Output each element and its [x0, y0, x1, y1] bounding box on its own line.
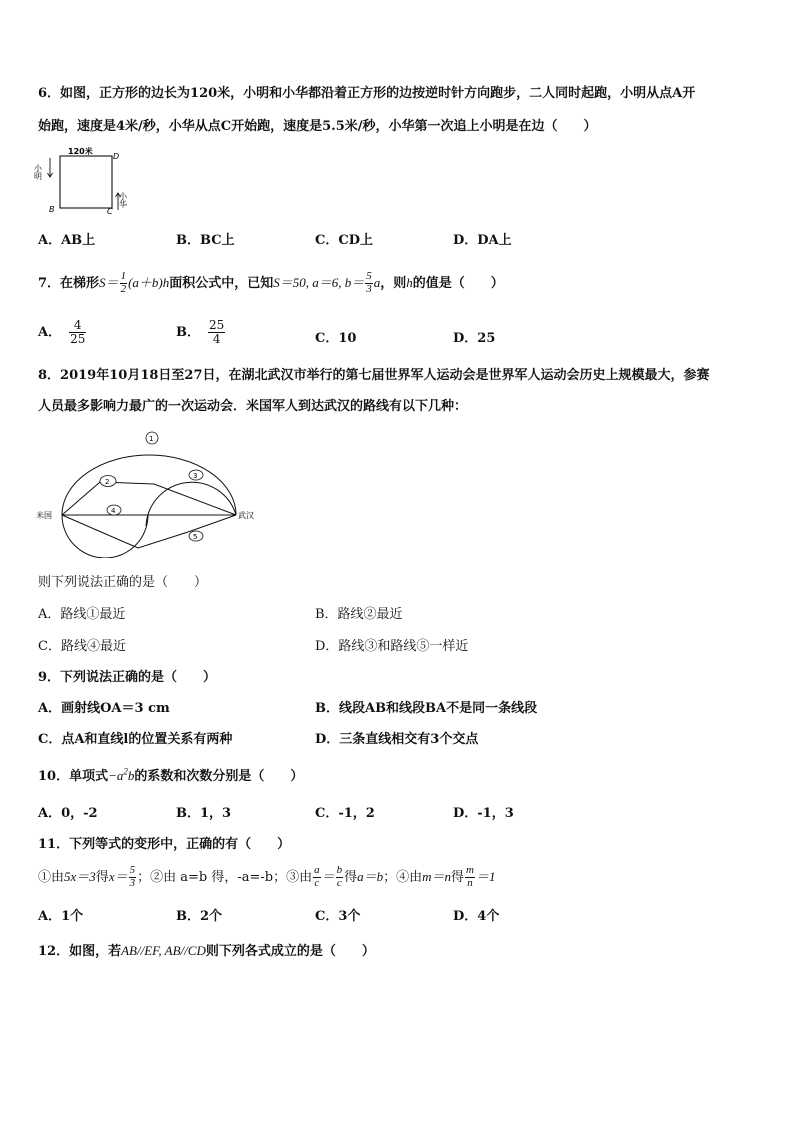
q12-stem: 12．如图，若AB//EF, AB//CD则下列各式成立的是（ ）: [38, 943, 375, 959]
q7-stem: 7．在梯形S＝ $\frac{1}{2}$ (a＋b)h面积公式中，已知S＝50, a＝6, b＝ $\frac{5}{3}$ a，则h的值是（ ）: [38, 270, 504, 295]
wuhan-label: 武汉: [238, 511, 254, 520]
q9-option-c: C．点A和直线l的位置关系有两种: [38, 732, 233, 747]
square-track-figure: [34, 144, 134, 216]
route-1-arc: [62, 455, 236, 515]
q6-option-b: B．BC上: [176, 233, 235, 248]
q10-option-d: D．-1，3: [453, 806, 514, 821]
q11-option-b: B．2个: [176, 909, 223, 924]
q8-stem: 则下列说法正确的是（ ）: [38, 575, 208, 590]
q9-option-d: D．三条直线相交有3个交点: [315, 732, 479, 747]
square-track: [60, 156, 112, 208]
q11-option-d: D．4个: [453, 909, 500, 924]
q9-option-a: A．画射线OA＝3 cm: [38, 701, 170, 716]
q8-line2: 人员最多影响力最广的一次运动会．米国军人到达武汉的路线有以下几种：: [38, 399, 468, 414]
q8-option-b: B．路线②最近: [315, 607, 403, 622]
q6-option-a: A．AB上: [38, 233, 96, 248]
q6-line1: 6．如图，正方形的边长为120米，小明和小华都沿着正方形的边按逆时针方向跑步，二人同时起跑，小明从点A开: [38, 86, 696, 101]
q10-option-a: A．0，-2: [38, 806, 98, 821]
route-3-number: 3: [193, 472, 198, 480]
q8-option-a: A．路线①最近: [38, 607, 126, 622]
q6-line2: 始跑，速度是4米/秒，小华从点C开始跑，速度是5.5米/秒，小华第一次追上小明是在边（ ）: [38, 119, 597, 134]
q7-option-a: A． $\frac{4}{25}$: [38, 318, 86, 346]
q8-option-c: C．路线④最近: [38, 639, 126, 654]
q8-line1: 8．2019年10月18日至27日，在湖北武汉市举行的第七届世界军人运动会是世界军人运动会历史上规模最大，参赛: [38, 368, 710, 383]
q11-option-a: A．1个: [38, 909, 84, 924]
xiaoming-label: 小明: [34, 164, 43, 180]
route-4-lower-arc: [62, 515, 148, 558]
route-5-number: 5: [193, 533, 198, 541]
q6-option-c: C．CD上: [315, 233, 373, 248]
q9-option-b: B．线段AB和线段BA不是同一条线段: [315, 701, 538, 716]
route-2-path: [62, 482, 236, 515]
route-1-number: 1: [149, 435, 154, 443]
route-2-number: 2: [105, 478, 110, 486]
q6-option-d: D．DA上: [453, 233, 512, 248]
q11-option-c: C．3个: [315, 909, 361, 924]
q10-option-c: C．-1，2: [315, 806, 375, 821]
side-length-label: 120米: [68, 147, 93, 156]
q8-option-d: D．路线③和路线⑤一样近: [315, 639, 469, 654]
q10-option-b: B．1，3: [176, 806, 232, 821]
q9-stem: 9．下列说法正确的是（ ）: [38, 670, 217, 685]
point-d-label: D: [113, 152, 120, 161]
q7-option-c: C．10: [315, 331, 357, 346]
point-c-label: C: [107, 207, 113, 216]
xiaohua-label: 小华: [118, 192, 128, 208]
q7-option-d: D．25: [453, 331, 496, 346]
routes-figure: [36, 428, 276, 558]
point-b-label: B: [49, 205, 55, 214]
q10-stem: 10．单项式$-a^2b$的系数和次数分别是（ ）: [38, 766, 304, 784]
q11-stem: 11．下列等式的变形中，正确的有（ ）: [38, 837, 291, 852]
route-5-path: [62, 515, 236, 548]
usa-label: 米国: [36, 511, 52, 520]
q7-option-b: B． $\frac{25}{4}$: [176, 318, 225, 346]
route-4-number: 4: [111, 507, 116, 515]
q11-statements: ①由5x＝3得x＝ $\frac{5}{3}$ ；②由 a=b 得，-a=-b；③由 $\frac{a}{c}$ ＝ $\frac{b}{c}$ 得a＝b；④由m＝n得 $\frac{m}{n}$ ＝1: [38, 864, 496, 889]
